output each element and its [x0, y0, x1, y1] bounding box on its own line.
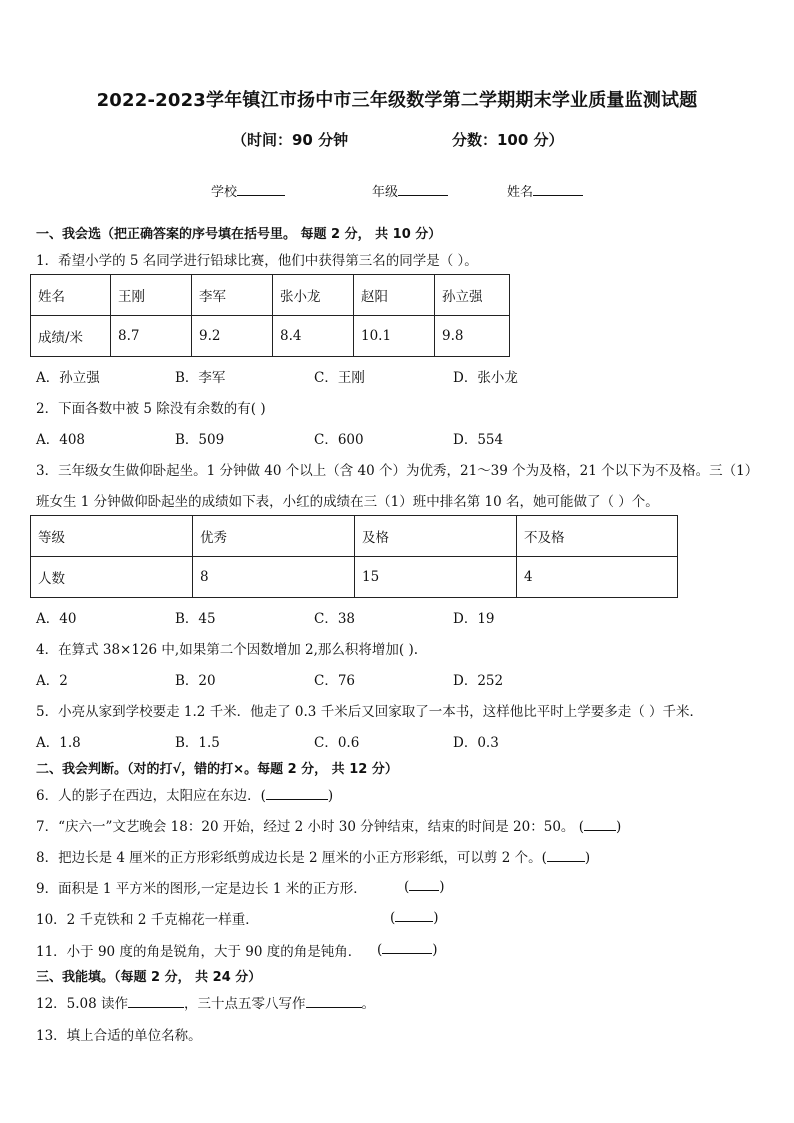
paren-close: )	[584, 850, 591, 866]
q2-option-a[interactable]: A．408	[36, 432, 86, 448]
table-cell: 优秀	[193, 516, 355, 557]
paren-close: )	[433, 910, 439, 926]
table-cell: 等级	[31, 516, 193, 557]
answer-blank[interactable]	[266, 786, 328, 800]
paren-open: (	[404, 879, 410, 895]
question-1: 1．希望小学的 5 名同学进行铅球比赛，他们中获得第三名的同学是（ ）。	[36, 253, 478, 269]
question-10: 10．2 千克铁和 2 千克棉花一样重．	[36, 912, 259, 928]
table-cell: 不及格	[517, 516, 678, 557]
table-cell: 王刚	[111, 275, 192, 316]
table-cell: 及格	[355, 516, 517, 557]
answer-blank[interactable]	[409, 877, 439, 891]
paren-close: )	[439, 879, 445, 895]
table-cell: 姓名	[31, 275, 111, 316]
paren-open: (	[377, 942, 383, 958]
q5-option-d[interactable]: D．0.3	[453, 735, 499, 751]
q3-option-a[interactable]: A．40	[36, 611, 77, 627]
grade-label: 年级	[372, 185, 399, 200]
question-4: 4．在算式 38×126 中,如果第二个因数增加 2,那么积将增加( ).	[36, 642, 419, 658]
q3-option-c[interactable]: C．38	[314, 611, 356, 627]
school-label: 学校	[211, 185, 238, 200]
paren-close: )	[327, 788, 334, 804]
name-label: 姓名	[507, 185, 534, 200]
question-6-text: 6．人的影子在西边，太阳应在东边．(	[36, 788, 266, 804]
section-two-heading: 二、我会判断。（对的打√，错的打×。每题 2 分， 共 12 分）	[36, 762, 398, 777]
answer-blank[interactable]	[382, 940, 432, 954]
school-field[interactable]	[211, 181, 285, 200]
question-9: 9．面积是 1 平方米的图形,一定是边长 1 米的正方形．	[36, 881, 367, 897]
question-12-part-a: 12．5.08 读作	[36, 996, 129, 1012]
q2-option-d[interactable]: D．554	[453, 432, 504, 448]
q4-option-a[interactable]: A．2	[36, 673, 68, 689]
grade-field[interactable]	[372, 181, 448, 200]
question-2: 2．下面各数中被 5 除没有余数的有( )	[36, 401, 266, 417]
table-cell: 赵阳	[354, 275, 435, 316]
question-12-part-c: 。	[361, 996, 376, 1012]
question-7-text: 7．“庆六一”文艺晚会 18：20 开始，经过 2 小时 30 分钟结束，结束的时间是 20：50。 (	[36, 819, 584, 835]
table-cell: 孙立强	[435, 275, 510, 316]
table-cell: 8	[193, 557, 355, 598]
exam-score: 分数：100 分）	[452, 131, 564, 149]
answer-blank[interactable]	[306, 994, 362, 1008]
q2-option-b[interactable]: B．509	[175, 432, 225, 448]
page-title: 2022-2023学年镇江市扬中市三年级数学第二学期期末学业质量监测试题	[96, 90, 698, 111]
q1-option-d[interactable]: D．张小龙	[453, 370, 518, 386]
question-3-line-2: 班女生 1 分钟做仰卧起坐的成绩如下表，小红的成绩在三（1）班中排名第 10 名，她可能做了（ ）个。	[36, 494, 659, 510]
q5-option-b[interactable]: B．1.5	[175, 735, 220, 751]
q3-grade-table	[30, 515, 678, 598]
table-cell: 9.2	[192, 316, 273, 357]
question-13: 13．填上合适的单位名称。	[36, 1028, 202, 1044]
q4-option-b[interactable]: B．20	[175, 673, 216, 689]
q1-option-b[interactable]: B．李军	[175, 370, 226, 386]
question-12-part-b: ，三十点五零八写作	[184, 996, 306, 1012]
question-12	[36, 992, 375, 1012]
question-10-answer[interactable]	[390, 908, 439, 926]
section-one-heading: 一、我会选（把正确答案的序号填在括号里。 每题 2 分， 共 10 分）	[36, 227, 442, 242]
q3-option-d[interactable]: D．19	[453, 611, 495, 627]
question-11-answer[interactable]	[377, 940, 438, 958]
exam-time: （时间：90 分钟	[232, 131, 349, 149]
answer-blank[interactable]	[128, 994, 184, 1008]
table-cell: 4	[517, 557, 678, 598]
question-11: 11．小于 90 度的角是锐角，大于 90 度的角是钝角．	[36, 944, 362, 960]
name-field[interactable]	[507, 181, 583, 200]
table-cell: 人数	[31, 557, 193, 598]
question-5: 5．小亮从家到学校要走 1.2 千米．他走了 0.3 千米后又回家取了一本书，这样他比平时上学要多走（ ）千米．	[36, 704, 703, 720]
table-cell: 张小龙	[273, 275, 354, 316]
answer-blank[interactable]	[584, 817, 616, 831]
q2-option-c[interactable]: C．600	[314, 432, 364, 448]
q5-option-a[interactable]: A．1.8	[36, 735, 81, 751]
question-6	[36, 784, 333, 804]
q4-option-c[interactable]: C．76	[314, 673, 356, 689]
question-3-line-1: 3．三年级女生做仰卧起坐。1 分钟做 40 个以上（含 40 个）为优秀，21～39 个为及格，21 个以下为不及格。三（1）	[36, 463, 759, 479]
answer-blank[interactable]	[547, 848, 585, 862]
q1-option-a[interactable]: A．孙立强	[36, 370, 100, 386]
table-cell: 8.4	[273, 316, 354, 357]
question-8	[36, 846, 590, 866]
question-9-answer[interactable]	[404, 877, 445, 895]
q1-score-table	[30, 274, 510, 357]
table-cell: 10.1	[354, 316, 435, 357]
paren-close: )	[432, 942, 438, 958]
paren-open: (	[390, 910, 396, 926]
q4-option-d[interactable]: D．252	[453, 673, 504, 689]
q5-option-c[interactable]: C．0.6	[314, 735, 360, 751]
table-cell: 李军	[192, 275, 273, 316]
answer-blank[interactable]	[395, 908, 433, 922]
q1-option-c[interactable]: C．王刚	[314, 370, 365, 386]
q3-option-b[interactable]: B．45	[175, 611, 216, 627]
table-cell: 8.7	[111, 316, 192, 357]
paren-close: )	[615, 819, 622, 835]
section-three-heading: 三、我能填。（每题 2 分， 共 24 分）	[36, 970, 262, 985]
table-cell: 15	[355, 557, 517, 598]
question-8-text: 8．把边长是 4 厘米的正方形彩纸剪成边长是 2 厘米的小正方形彩纸，可以剪 2 个。(	[36, 850, 547, 866]
question-7	[36, 815, 621, 835]
table-cell: 成绩/米	[31, 316, 111, 357]
table-cell: 9.8	[435, 316, 510, 357]
